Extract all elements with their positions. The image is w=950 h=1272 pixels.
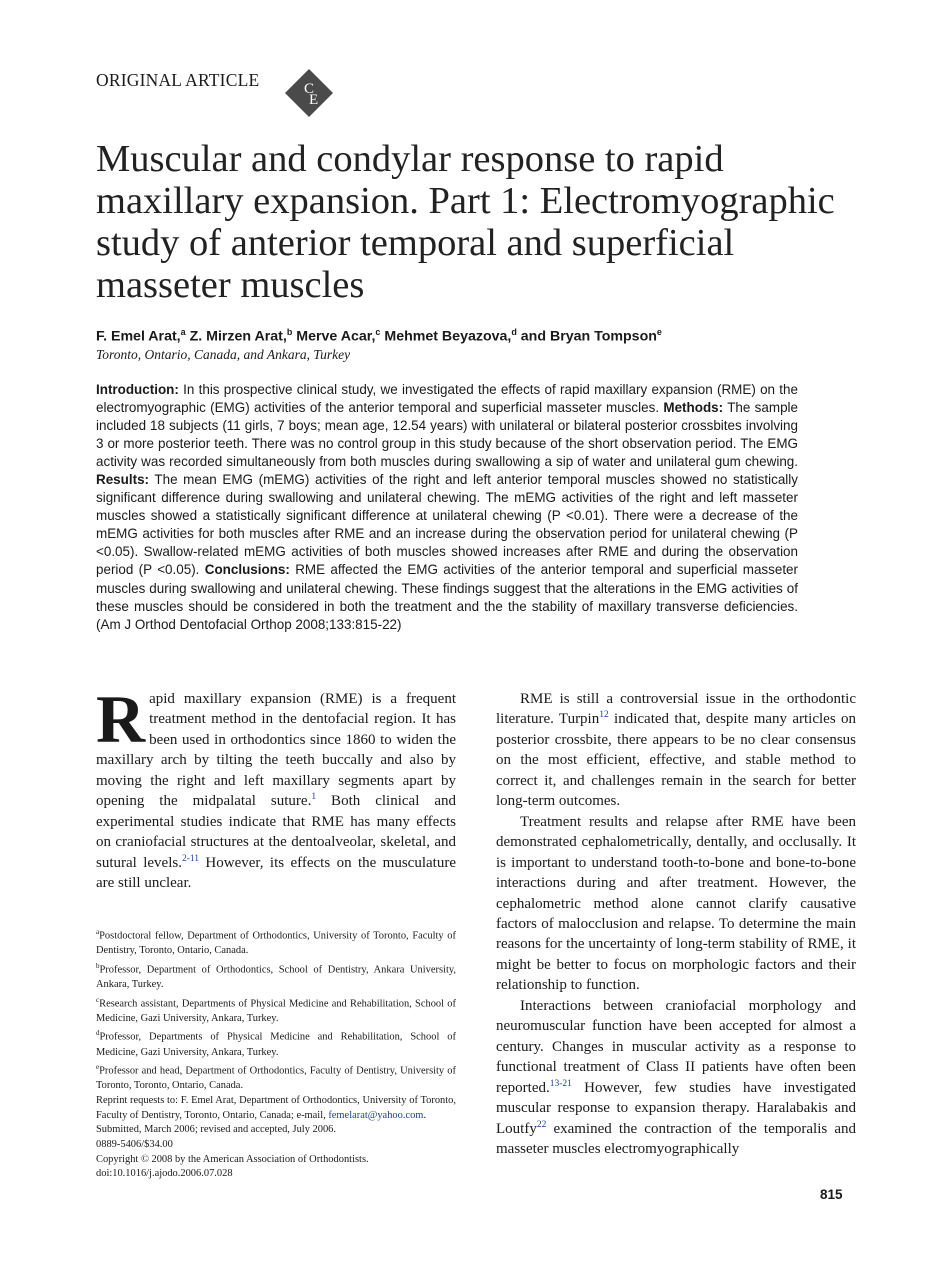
citation-link[interactable]: 13-21 xyxy=(549,1078,572,1089)
body-paragraph xyxy=(96,681,456,894)
email-link[interactable]: femelarat@yahoo.com xyxy=(328,1109,424,1121)
body-column-left xyxy=(96,681,456,894)
citation-link[interactable]: 2-11 xyxy=(181,853,200,864)
author-name: and Bryan Tompson xyxy=(520,328,657,345)
author-mark: e xyxy=(656,327,662,337)
paragraph-text: However, its effects on the musculature are still unclear. xyxy=(96,854,456,892)
author-name: F. Emel Arat, xyxy=(96,328,181,345)
ce-badge-icon xyxy=(284,68,334,118)
footnote-d: $^d$Professor, Departments of Physical Medicine and Rehabilitation, School of Medicine, Gazi University, Ankara, Turkey. xyxy=(96,1029,456,1058)
abstract-methods-heading: Methods: xyxy=(663,400,724,416)
copyright: Copyright © 2008 by the American Association of Orthodontists. xyxy=(96,1153,369,1165)
footnote-text: Professor, Department of Orthodontics, School of Dentistry, Ankara University, Ankara, Turkey. xyxy=(96,964,456,990)
author-mark: d xyxy=(511,327,517,337)
abstract-conclusions-text: RME affected the EMG activities of the anterior temporal and superficial masseter muscles during swallowing and unilateral chewing. These findings suggest that the alterations in the EMG activities of these muscles should be considered in both the treatment and the the stability of maxillary transverse deficiencies. (Am J Orthod Dentofacial Orthop 2008;133:815-22) xyxy=(96,562,799,632)
page-number: 815 xyxy=(820,1187,843,1202)
citation-link[interactable]: 1 xyxy=(311,792,317,803)
paragraph-text: However, few studies have investigated muscular response to expansion therapy. Haralabakis and Loutfy xyxy=(496,1079,856,1137)
paragraph-text: apid maxillary expansion (RME) is a frequent treatment method in the dentofacial region. It has been used in orthodontics since 1860 to widen the maxillary arch by tilting the teeth buccally and also by moving the right and left maxillary segments apart by opening the midpalatal suture. xyxy=(96,691,456,810)
article-title: Muscular and condylar response to rapid maxillary expansion. Part 1: Electromyographic study of anterior temporal and superficial masseter muscles xyxy=(96,138,835,306)
section-label: ORIGINAL ARTICLE xyxy=(96,70,260,90)
footnotes xyxy=(96,925,456,1182)
author-list xyxy=(96,327,662,345)
doi: doi:10.1016/j.ajodo.2006.07.028 xyxy=(96,1168,233,1180)
paragraph-text: examined the contraction of the temporalis and masseter muscles electromyographically xyxy=(496,1120,856,1157)
footnote-c: $^c$Research assistant, Departments of Physical Medicine and Rehabilitation, School of Medicine, Gazi University, Ankara, Turkey. xyxy=(96,995,456,1024)
footnote-a: $^a$Postdoctoral fellow, Department of Orthodontics, University of Toronto, Faculty of Dentistry, Toronto, Ontario, Canada. xyxy=(96,928,456,957)
paragraph-text: Interactions between craniofacial morphology and neuromuscular function have been accepted for almost a century. Changes in muscular activity as a response to functional treatment of Class II patients have often been reported. xyxy=(496,997,856,1096)
footnote-text: Postdoctoral fellow, Department of Orthodontics, University of Toronto, Faculty of Dentistry, Toronto, Ontario, Canada. xyxy=(96,930,456,957)
author-name: Z. Mirzen Arat, xyxy=(189,328,287,345)
citation-link[interactable]: 22 xyxy=(536,1119,547,1130)
body-column-right xyxy=(496,689,856,1159)
abstract-methods-text: The sample included 18 subjects (11 girls, 7 boys; mean age, 12.54 years) with unilateral or bilateral posterior crossbites involving 3 or more posterior teeth. There was no control group in this study because of the short observation period. The EMG activity was recorded simultaneously from both muscles during swallowing a sip of water and unilateral gum chewing. xyxy=(96,400,799,470)
author-name: Mehmet Beyazova, xyxy=(384,328,512,345)
abstract xyxy=(96,381,798,634)
author-name: Merve Acar, xyxy=(296,328,376,345)
footnote-text: Research assistant, Departments of Physical Medicine and Rehabilitation, School of Medicine, Gazi University, Ankara, Turkey. xyxy=(96,998,456,1024)
paragraph-text: RME is still a controversial issue in the orthodontic literature. Turpin xyxy=(496,691,856,728)
abstract-results-text: The mean EMG (mEMG) activities of the right and left anterior temporal muscles showed no statistically significant difference during swallowing and unilateral chewing. The mEMG activities of the right and left masseter muscles showed a statistically significant difference at unilateral chewing (P <0.01). There were a decrease of the mEMG activities for both muscles after RME and an increase during the observation period for unilateral chewing (P <0.05). Swallow-related mEMG activities of both muscles showed increases after RME and during the observation period (P <0.05). xyxy=(96,472,798,578)
abstract-results-heading: Results: xyxy=(96,472,150,488)
reprint-end: . xyxy=(423,1109,427,1121)
abstract-conclusions-heading: Conclusions: xyxy=(204,562,290,578)
ce-badge-letter-c: C xyxy=(304,81,315,97)
author-mark: a xyxy=(180,327,186,337)
ce-badge-letter-e: E xyxy=(309,92,319,108)
body-paragraph: Treatment results and relapse after RME have been demonstrated cephalometrically, dentally, and occlusally. It is important to understand tooth-to-bone and bone-to-bone interactions during and after treatment. However, the cephalometric method alone cannot clarify causative factors of malocclusion and relapse. To determine the main reasons for the uncertainty of long-term stability of RME, it might be better to focus on morphologic factors and their relationship to function. xyxy=(496,813,856,994)
submission-dates: Submitted, March 2006; revised and accepted, July 2006. xyxy=(96,1124,337,1136)
drop-cap: R xyxy=(96,681,146,757)
issn: 0889-5406/$34.00 xyxy=(96,1138,173,1150)
footnote-text: Professor and head, Department of Orthodontics, Faculty of Dentistry, University of Toronto, Toronto, Ontario, Canada. xyxy=(96,1065,456,1092)
paragraph-text: indicated that, despite many articles on posterior crossbite, there appears to be no clear consensus on the most efficient, effective, and stable method to correct it, and challenges remain in the search for better long-term outcomes. xyxy=(496,711,856,810)
author-mark: c xyxy=(375,327,381,337)
footnote-e: $^e$Professor and head, Department of Orthodontics, Faculty of Dentistry, University of Toronto, Toronto, Ontario, Canada. xyxy=(96,1063,456,1092)
affiliation-line: Toronto, Ontario, Canada, and Ankara, Turkey xyxy=(96,347,351,362)
reprint-requests xyxy=(96,1094,456,1123)
abstract-intro-text: In this prospective clinical study, we investigated the effects of rapid maxillary expansion (RME) on the electromyographic (EMG) activities of the anterior temporal and superficial masseter muscles. xyxy=(96,382,798,416)
body-paragraph xyxy=(496,689,856,812)
body-paragraph xyxy=(496,996,856,1160)
author-mark: b xyxy=(286,327,293,337)
abstract-intro-heading: Introduction: xyxy=(96,382,179,397)
footnote-text: Professor, Departments of Physical Medicine and Rehabilitation, School of Medicine, Gazi University, Ankara, Turkey. xyxy=(96,1031,456,1058)
paragraph-text: Both clinical and experimental studies indicate that RME has many effects on craniofacial structures at the dentoalveolar, skeletal, and sutural levels. xyxy=(96,793,456,871)
reprint-text: Reprint requests to: F. Emel Arat, Department of Orthodontics, University of Toronto, Faculty of Dentistry, Toronto, Ontario, Canada; e-mail, xyxy=(96,1094,456,1121)
citation-link[interactable]: 12 xyxy=(599,710,609,721)
footnote-b: $^b$Professor, Department of Orthodontics, School of Dentistry, Ankara University, Ankara, Turkey. xyxy=(96,961,456,990)
